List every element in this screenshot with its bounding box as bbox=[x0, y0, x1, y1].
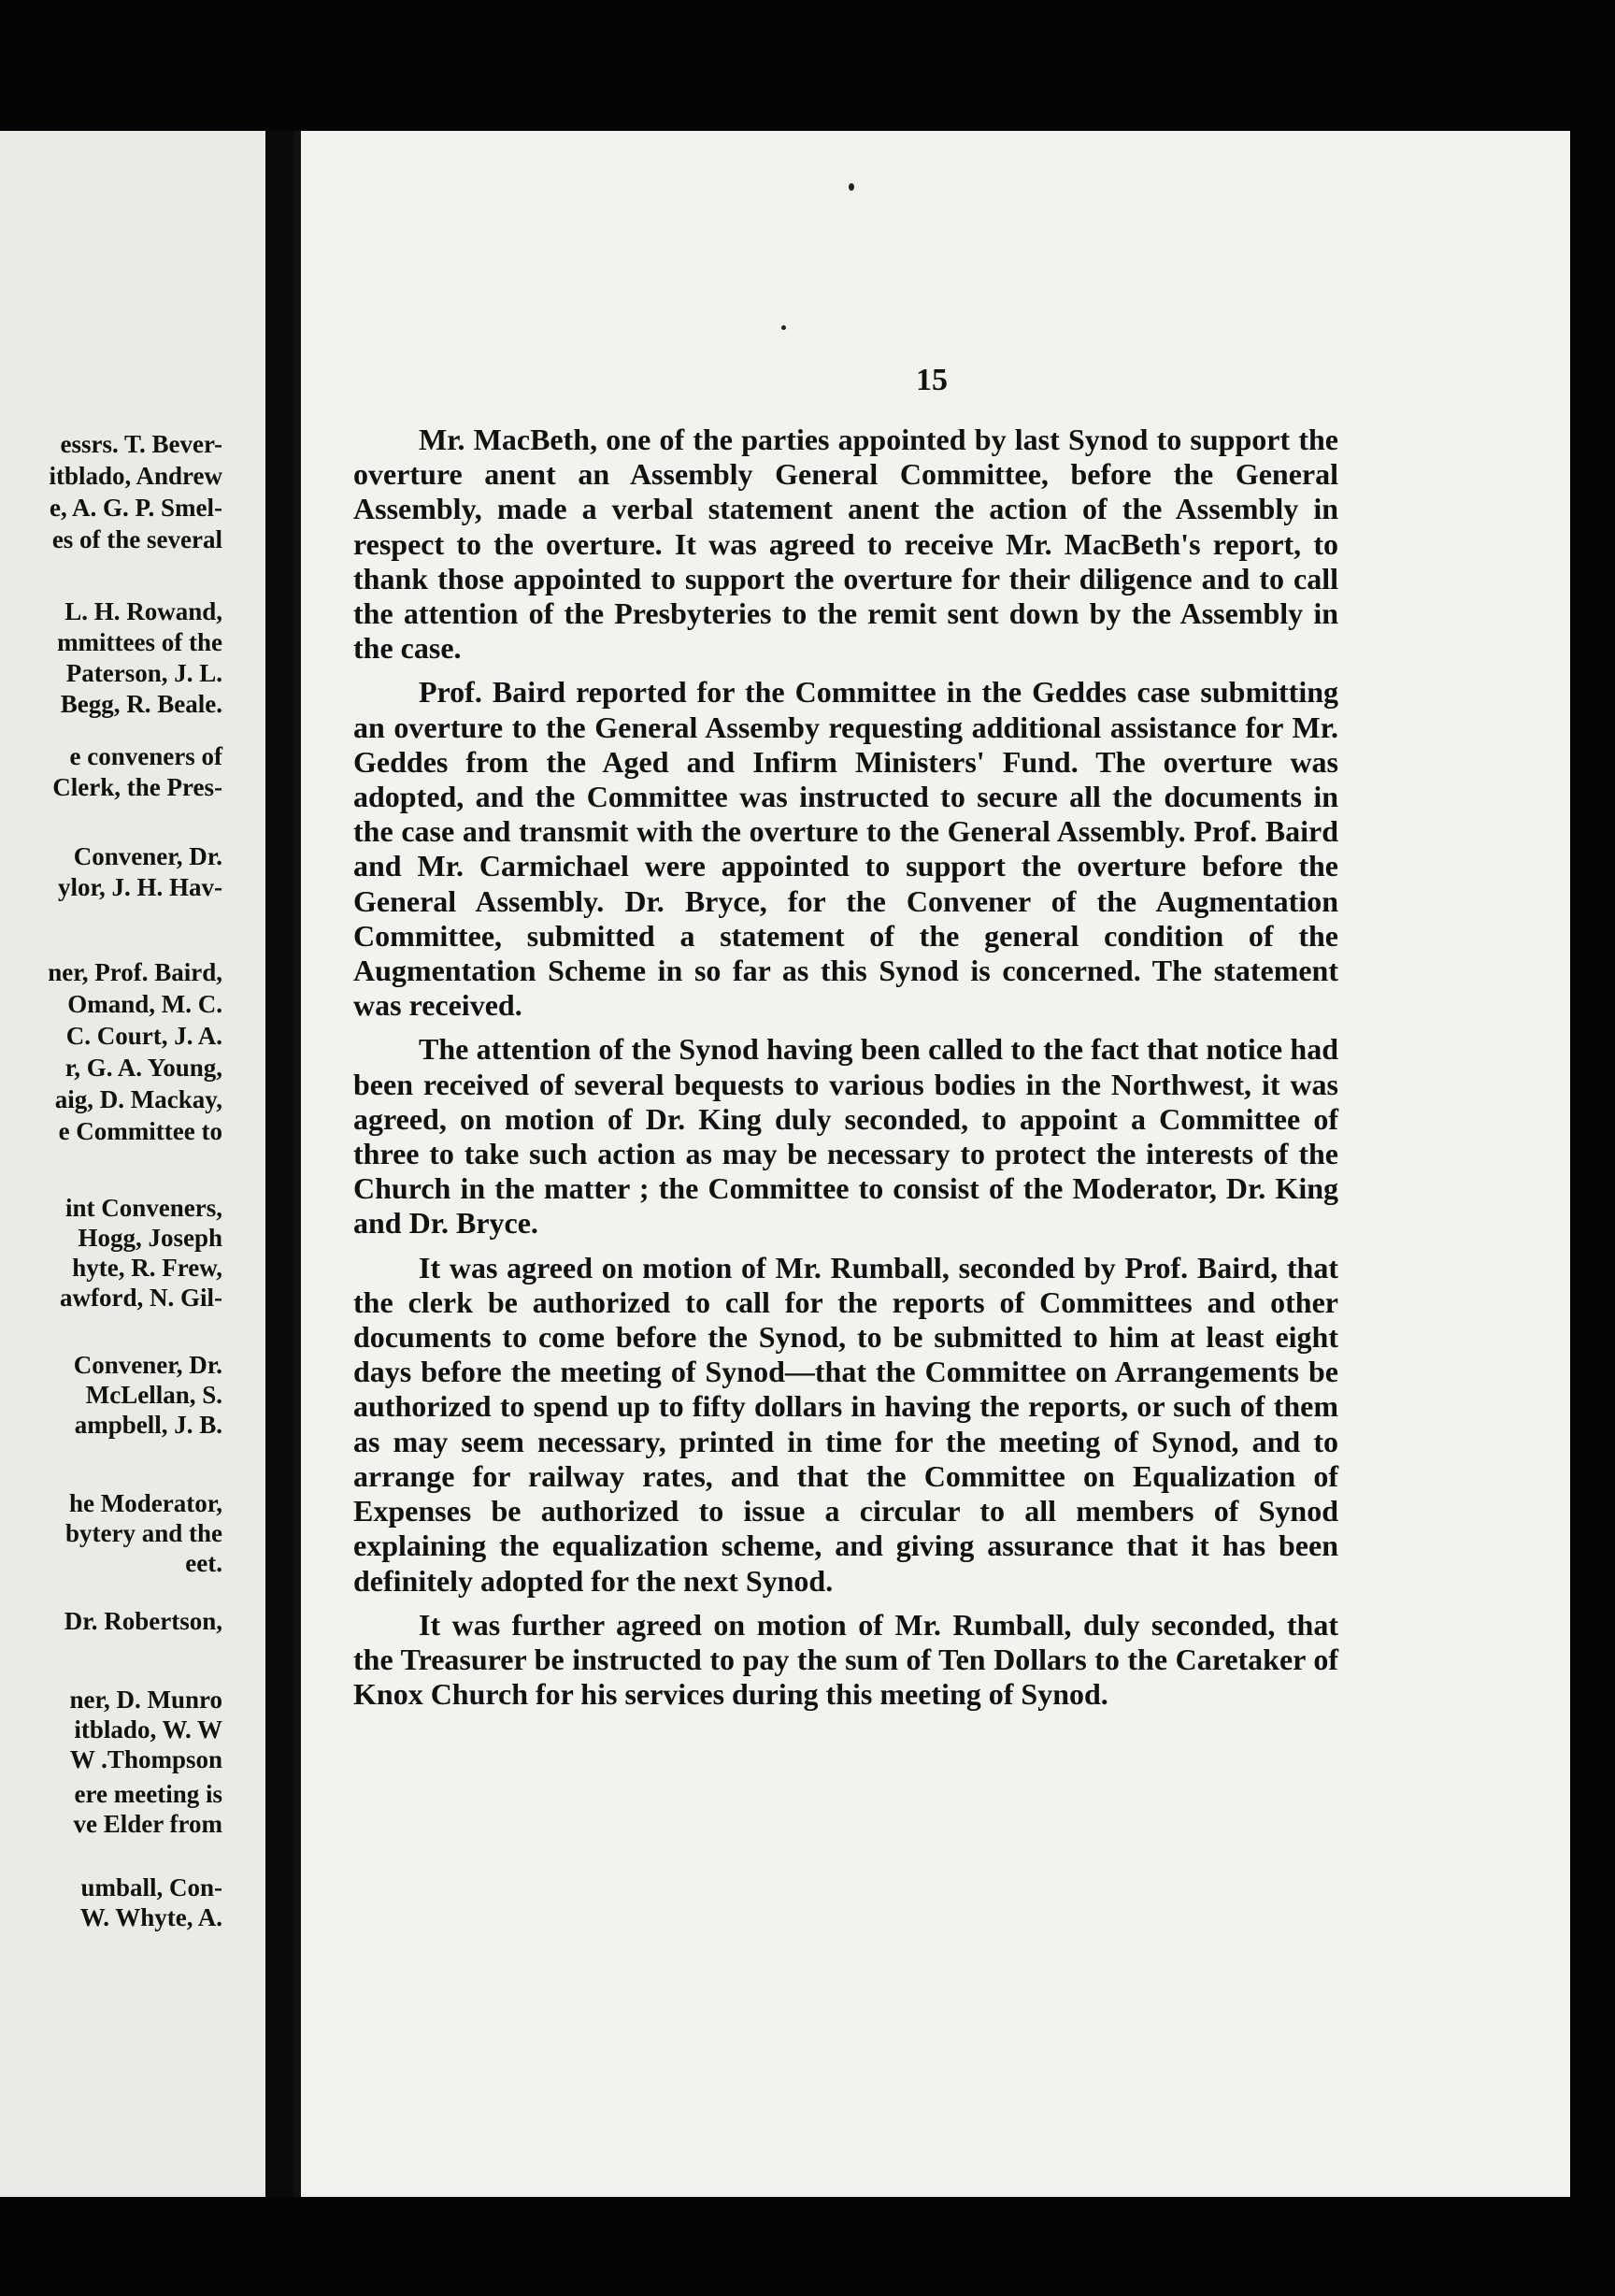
left-line: essrs. T. Bever- bbox=[60, 430, 222, 458]
page-number: 15 bbox=[916, 363, 948, 397]
left-line: itblado, W. W bbox=[74, 1715, 222, 1744]
left-line: umball, Con- bbox=[80, 1873, 222, 1901]
speck bbox=[781, 325, 786, 330]
left-line: bytery and the bbox=[65, 1519, 222, 1547]
page-gutter bbox=[265, 131, 293, 2197]
left-line: C. Court, J. A. bbox=[65, 1022, 222, 1050]
left-line: hyte, R. Frew, bbox=[72, 1254, 222, 1282]
right-page bbox=[293, 131, 1570, 2197]
left-line: eet. bbox=[185, 1549, 222, 1577]
left-line: Paterson, J. L. bbox=[65, 659, 222, 687]
paragraph: Mr. MacBeth, one of the parties appointed by last Synod to support the overture anent an Assembly General Committee, before the General Assembly, made a verbal statement anent the action of the Assembly in respect to the overture. It was agreed to receive Mr. MacBeth's report, to thank those appointed to support the overture for their diligence and to call the attention of the Presbyteries to the remit sent down by the Assembly in the case. bbox=[353, 423, 1338, 666]
left-line: W. Whyte, A. bbox=[79, 1903, 222, 1931]
left-line: Omand, M. C. bbox=[67, 990, 222, 1018]
margin-rule bbox=[293, 131, 301, 2197]
paragraph: The attention of the Synod having been called to the fact that notice had been received of several bequests to various bodies in the Northwest, it was agreed, on motion of Dr. King duly seconded, to appoint a Committee of three to take such action as may be necessary to protect the interests of the Church in the matter ; the Committee to consist of the Moderator, Dr. King and Dr. Bryce. bbox=[353, 1032, 1338, 1241]
paragraph: It was agreed on motion of Mr. Rumball, seconded by Prof. Baird, that the clerk be authorized to call for the reports of Committees and other documents to come before the Synod, to be submitted to him at least eight days before the meeting of Synod—that the Committee on Arrangements be authorized to spend up to fifty dollars in having the reports, or such of them as may seem necessary, printed in time for the meeting of Synod, and to arrange for railway rates, and that the Committee on Equalization of Expenses be authorized to issue a circular to all members of Synod explaining the equalization scheme, and giving assurance that it has been definitely adopted for the next Synod. bbox=[353, 1250, 1338, 1598]
left-page bbox=[0, 131, 273, 2197]
left-line: Hogg, Joseph bbox=[78, 1224, 222, 1252]
left-line: ylor, J. H. Hav- bbox=[57, 873, 222, 901]
left-line: e Committee to bbox=[58, 1117, 222, 1145]
left-line: aig, D. Mackay, bbox=[54, 1085, 222, 1113]
left-line: int Conveners, bbox=[65, 1194, 222, 1222]
speck bbox=[849, 183, 854, 191]
left-line: he Moderator, bbox=[69, 1489, 222, 1517]
left-line: Convener, Dr. bbox=[73, 1351, 222, 1379]
paragraph: It was further agreed on motion of Mr. Rumball, duly seconded, that the Treasurer be instructed to pay the sum of Ten Dollars to the Caretaker of Knox Church for his services during this meeting of Synod. bbox=[353, 1607, 1338, 1712]
paragraph: Prof. Baird reported for the Committee in the Geddes case submitting an overture to the General Assemby requesting additional assistance for Mr. Geddes from the Aged and Infirm Ministers' Fund. The overture was adopted, and the Committee was instructed to secure all the documents in the case and transmit with the overture to the General Assembly. Prof. Baird and Mr. Carmichael were appointed to support the overture before the General Assembly. Dr. Bryce, for the Convener of the Augmentation Committee, submitted a statement of the general condition of the Augmentation Scheme in so far as this Synod is concerned. The statement was received. bbox=[353, 675, 1338, 1023]
left-line: Begg, R. Beale. bbox=[60, 690, 222, 718]
left-line: McLellan, S. bbox=[85, 1381, 222, 1409]
left-line: e conveners of bbox=[69, 742, 222, 770]
left-line: ner, Prof. Baird, bbox=[48, 958, 222, 986]
left-line: L. H. Rowand, bbox=[64, 597, 222, 625]
left-line: mmittees of the bbox=[57, 628, 222, 656]
left-line: ampbell, J. B. bbox=[74, 1411, 222, 1439]
left-line: ve Elder from bbox=[73, 1810, 222, 1838]
left-line: itblado, Andrew bbox=[49, 462, 222, 490]
left-line: ner, D. Munro bbox=[69, 1686, 222, 1714]
left-line: Clerk, the Pres- bbox=[52, 773, 222, 801]
left-line: awford, N. Gil- bbox=[60, 1284, 222, 1312]
left-line: Dr. Robertson, bbox=[64, 1607, 222, 1635]
body-text bbox=[353, 423, 1338, 1721]
left-line: r, G. A. Young, bbox=[64, 1054, 222, 1082]
left-line: ere meeting is bbox=[74, 1780, 222, 1808]
left-line: es of the several bbox=[51, 525, 222, 553]
left-line: W .Thompson bbox=[69, 1745, 222, 1773]
left-line: e, A. G. P. Smel- bbox=[50, 494, 222, 522]
left-line: Convener, Dr. bbox=[73, 842, 222, 870]
